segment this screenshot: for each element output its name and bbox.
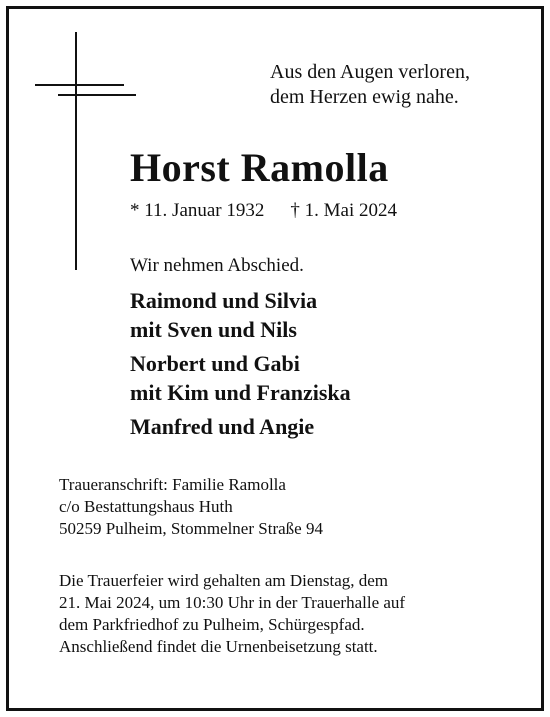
- mourners-list: [130, 286, 351, 446]
- mourner-line: mit Sven und Nils: [130, 317, 297, 342]
- ceremony-line-3: dem Parkfriedhof zu Pulheim, Schürgespfad.: [59, 615, 365, 634]
- mourner-group: [130, 349, 351, 407]
- life-dates: [130, 199, 397, 223]
- mourner-line: Manfred und Angie: [130, 414, 315, 439]
- mourner-line: Norbert und Gabi: [130, 351, 300, 376]
- cross-horizontal-beam-upper: [35, 84, 124, 86]
- motto: [270, 60, 510, 110]
- ceremony-line-2: 21. Mai 2024, um 10:30 Uhr in der Trauerhalle auf: [59, 593, 406, 612]
- mourner-group: [130, 286, 351, 344]
- motto-line-1: Aus den Augen verloren,: [270, 61, 470, 83]
- mourning-address: [59, 474, 323, 540]
- ceremony-line-1: Die Trauerfeier wird gehalten am Dienstag, dem: [59, 571, 389, 590]
- farewell-text: Wir nehmen Abschied.: [130, 255, 304, 276]
- address-line-3: 50259 Pulheim, Stommelner Straße 94: [59, 519, 323, 538]
- address-line-1: Traueranschrift: Familie Ramolla: [59, 475, 286, 494]
- ceremony-line-4: Anschließend findet die Urnenbeisetzung statt.: [59, 637, 378, 656]
- mourner-group: [130, 412, 351, 441]
- address-line-2: c/o Bestattungshaus Huth: [59, 497, 233, 516]
- deceased-name: Horst Ramolla: [130, 145, 389, 190]
- mourner-line: mit Kim und Franziska: [130, 380, 351, 405]
- birth-date: * 11. Januar 1932: [130, 200, 265, 221]
- cross-vertical-beam: [75, 32, 77, 270]
- motto-line-2: dem Herzen ewig nahe.: [270, 86, 459, 108]
- cross-horizontal-beam-lower: [58, 94, 136, 96]
- death-date: † 1. Mai 2024: [290, 200, 397, 221]
- mourner-line: Raimond und Silvia: [130, 288, 318, 313]
- funeral-ceremony-info: [59, 570, 405, 658]
